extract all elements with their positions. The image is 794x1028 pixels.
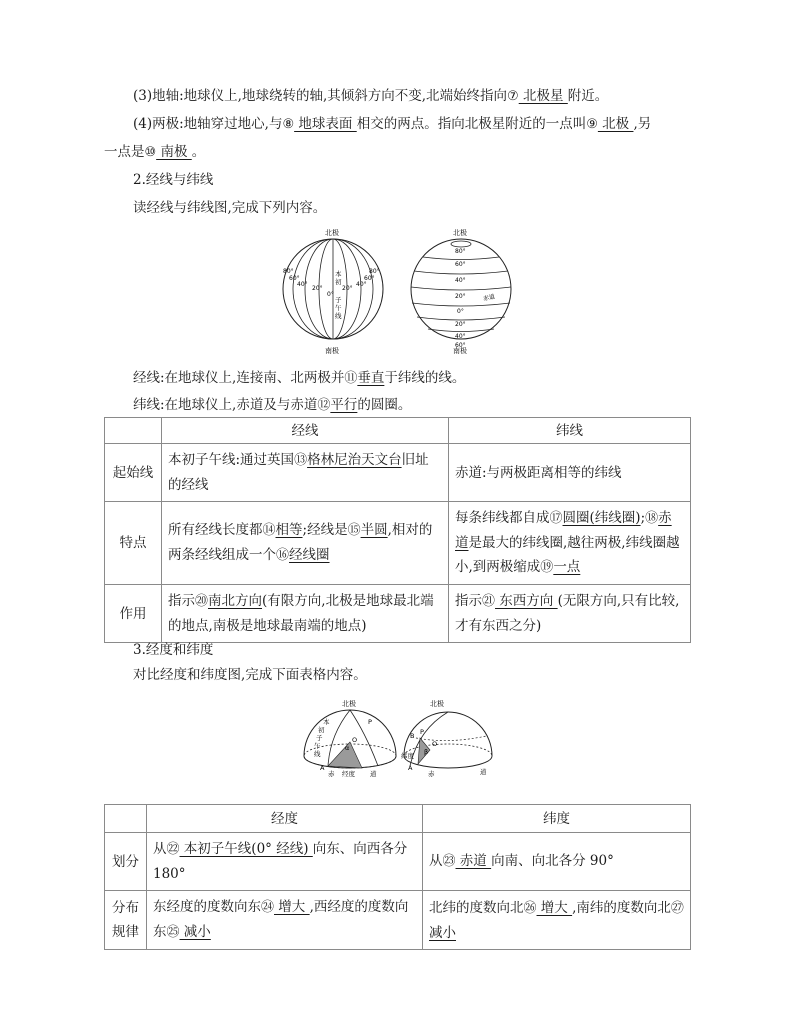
text: ,西经度的度数向东	[153, 899, 409, 940]
table-cell	[162, 444, 449, 502]
text: 向东、向西各分 180°	[153, 841, 408, 882]
prime-meridian-char: 初	[335, 278, 342, 286]
text: (3)地轴:地球仪上,地球绕转的轴,其倾斜方向不变,北端始终指向	[133, 88, 508, 104]
para-earth-axis	[133, 86, 608, 107]
table-header-cell: 纬线	[449, 418, 691, 444]
circled-number: ⑭	[262, 523, 276, 538]
circled-number: ⑫	[317, 398, 331, 413]
table-header-cell: 经线	[162, 418, 449, 444]
table-cell	[449, 444, 691, 502]
prime-meridian-char: 子	[316, 734, 323, 742]
text: 从	[429, 853, 443, 869]
answer-blank: 圆圈(纬线圈)	[562, 510, 641, 526]
lon-label: 80°	[283, 268, 294, 275]
table-header-cell: 纬度	[423, 805, 691, 833]
text: 旧址的经线	[168, 452, 429, 493]
section-title: 3.经度和纬度	[133, 642, 214, 658]
table-cell	[162, 585, 449, 643]
circled-number: ⑯	[276, 548, 290, 563]
parallel-globe	[411, 228, 511, 355]
lon-label: 20°	[312, 285, 323, 292]
south-pole-label: 南极	[325, 347, 339, 355]
answer-blank: 半圆	[360, 522, 388, 538]
lon-label: 20°	[342, 285, 353, 292]
prime-meridian-char: 初	[318, 726, 325, 734]
answer-blank: 北极星	[518, 88, 568, 104]
circled-number: ⑪	[344, 371, 358, 386]
circled-number: ⑰	[549, 511, 563, 526]
meridian-globe	[283, 228, 383, 355]
circled-number: ⑲	[540, 560, 554, 575]
circled-number: ⑳	[195, 594, 209, 609]
text: 纬线:在地球仪上,赤道及与赤道	[133, 397, 318, 413]
answer-blank: 地球表面	[294, 116, 357, 132]
table-row	[105, 833, 691, 891]
lon-label: 40°	[356, 281, 367, 288]
parallel-definition	[133, 395, 411, 416]
text: ,南纬的度数向北	[572, 899, 671, 916]
north-pole-label: 北极	[325, 229, 339, 237]
table-cell	[147, 833, 423, 891]
answer-blank: 赤道	[455, 510, 672, 551]
lat-label: 60°	[455, 342, 466, 349]
north-pole-label: 北极	[342, 700, 356, 708]
table-cell	[423, 891, 691, 950]
table-cell	[449, 502, 691, 585]
answer-blank: 减小	[179, 924, 211, 940]
answer-blank: 东西方向	[495, 593, 558, 609]
text: 东经度的度数向东	[153, 899, 261, 915]
table-cell	[449, 585, 691, 643]
text: 本初子午线:通过英国	[168, 452, 295, 468]
meridian-parallel-figure	[275, 226, 515, 356]
longitude-latitude-figure	[300, 690, 500, 780]
text: 的圆圈。	[357, 397, 412, 413]
section-title: 2.经线与纬线	[133, 172, 214, 188]
table-row	[105, 891, 691, 950]
point-label: A	[320, 764, 325, 772]
lon-label: 40°	[297, 281, 308, 288]
latitude-hemisphere	[401, 699, 492, 778]
answer-blank: 本初子午线(0° 经线)	[179, 841, 313, 857]
angle-label: α	[345, 744, 350, 752]
point-label: O	[432, 740, 438, 748]
circled-number: ⑦	[507, 89, 519, 104]
lat-label: 0°	[457, 308, 464, 315]
circled-number: ⑬	[294, 453, 308, 468]
row-label: 特点	[105, 502, 162, 585]
prime-meridian-char: 午	[335, 304, 342, 312]
lat-label: 40°	[455, 277, 466, 284]
text: 一点是	[104, 144, 145, 160]
circled-number: ㉑	[482, 594, 496, 609]
answer-blank: 南极	[156, 144, 192, 160]
equator-label: 赤道	[482, 293, 496, 303]
point-label: O	[352, 736, 358, 744]
answer-blank: 经线圈	[289, 547, 330, 563]
north-pole-label: 北极	[430, 700, 444, 708]
text: 每条纬线都自成	[455, 510, 550, 526]
meridian-definition	[133, 368, 465, 389]
point-label: P	[368, 718, 372, 726]
south-pole-label: 南极	[453, 347, 467, 355]
text: ,另	[633, 116, 652, 132]
text: ;	[640, 510, 646, 526]
answer-blank: 平行	[330, 397, 358, 413]
prime-meridian-char: 本	[323, 718, 330, 726]
para-poles-cont	[104, 142, 205, 163]
text: 赤道:与两极距离相等的纬线	[455, 464, 622, 481]
text: 附近。	[567, 88, 609, 104]
angle-label: β	[424, 748, 429, 756]
text: 经线:在地球仪上,连接南、北两极并	[133, 370, 345, 386]
table-header-cell: 经度	[147, 805, 423, 833]
table-cell	[162, 502, 449, 585]
circled-number: ㉗	[670, 900, 684, 916]
text: (有限方向,北极是地球最北端的地点,南极是地球最南端的地点)	[168, 593, 434, 634]
row-label: 起始线	[105, 444, 162, 502]
text: 所有经线长度都	[168, 522, 263, 538]
circled-number: ⑩	[144, 145, 157, 160]
row-label: 作用	[105, 585, 162, 643]
answer-blank: 增大	[274, 899, 310, 915]
table-cell	[423, 833, 691, 891]
lon-label: 60°	[364, 275, 375, 282]
prime-meridian-char: 线	[335, 312, 342, 320]
text: 北纬的度数向北	[429, 899, 524, 916]
prime-meridian-char: 午	[314, 742, 321, 750]
longitude-label: 经度	[342, 770, 355, 778]
table-row	[105, 444, 691, 502]
lat-label: 80°	[455, 248, 466, 255]
text: ;经线是	[302, 522, 348, 538]
table-cell	[147, 891, 423, 950]
row-label: 划分	[105, 833, 147, 891]
row-label: 分布规律	[105, 891, 147, 950]
longitude-hemisphere	[304, 699, 396, 778]
text: 于纬线的线。	[384, 370, 466, 386]
equator-char: 赤	[428, 770, 435, 778]
circled-number: ⑧	[282, 117, 295, 132]
section-intro: 对比经度和纬度图,完成下面表格内容。	[133, 667, 367, 683]
table-header-cell	[105, 805, 147, 833]
section-intro: 读经线与纬线图,完成下列内容。	[133, 200, 327, 216]
circled-number: ㉓	[442, 854, 456, 869]
equator-char: 道	[370, 770, 377, 778]
text: (4)两极:地轴穿过地心,与	[133, 116, 283, 132]
point-label: P	[420, 728, 424, 736]
table-row	[105, 585, 691, 643]
answer-blank: 北极	[597, 116, 634, 132]
answer-blank: 一点	[553, 559, 581, 575]
latitude-label: 纬度	[401, 752, 414, 760]
table-row	[105, 502, 691, 585]
text: 从	[153, 841, 167, 857]
para-poles	[133, 114, 651, 135]
text: 指示	[455, 593, 482, 609]
answer-blank: 相等	[275, 522, 303, 538]
answer-blank: 赤道	[455, 853, 492, 869]
text: 是最大的纬线圈,越往两极,纬线圈越小,到两极缩成	[455, 535, 680, 575]
prime-meridian-char: 本	[335, 270, 342, 278]
lon-label: 60°	[289, 275, 300, 282]
circled-number: ㉒	[166, 842, 180, 857]
text: 。	[191, 144, 206, 160]
equator-char: 赤	[328, 770, 335, 778]
lat-label: 20°	[455, 293, 466, 300]
north-pole-label: 北极	[453, 229, 467, 237]
lat-label: 40°	[455, 333, 466, 340]
answer-blank: 增大	[536, 899, 573, 916]
point-label: B	[410, 732, 415, 740]
answer-blank: 垂直	[357, 370, 385, 386]
prime-meridian-char: 子	[335, 296, 342, 304]
text: 相交的两点。指向北极星附近的一点叫	[356, 116, 587, 132]
text: (无限方向,只有比较,才有东西之分)	[455, 593, 680, 634]
answer-blank: 格林尼治天文台	[307, 452, 402, 468]
table-header-row	[105, 805, 691, 833]
text: ,相对的两条经线组成一个	[168, 522, 433, 563]
text: 向南、向北各分 90°	[491, 853, 614, 869]
table-header-row	[105, 418, 691, 444]
answer-blank: 减小	[429, 924, 456, 941]
lon-label: 0°	[327, 291, 334, 298]
prime-meridian-char: 线	[314, 750, 321, 758]
lat-label: 60°	[455, 261, 466, 268]
answer-blank: 南北方向	[208, 593, 263, 609]
text: 指示	[168, 593, 195, 609]
lat-label: 20°	[455, 321, 466, 328]
circled-number: ㉖	[523, 900, 537, 916]
circled-number: ㉕	[166, 925, 180, 940]
longitude-latitude-table	[104, 804, 691, 950]
lon-label: 80°	[369, 268, 380, 275]
point-label: A	[408, 764, 413, 772]
meridian-parallel-table	[104, 417, 691, 643]
circled-number: ㉔	[261, 900, 275, 915]
circled-number: ⑱	[645, 511, 659, 526]
circled-number: ⑨	[586, 117, 598, 132]
table-header-cell	[105, 418, 162, 444]
equator-char: 道	[480, 768, 487, 776]
circled-number: ⑮	[347, 523, 361, 538]
